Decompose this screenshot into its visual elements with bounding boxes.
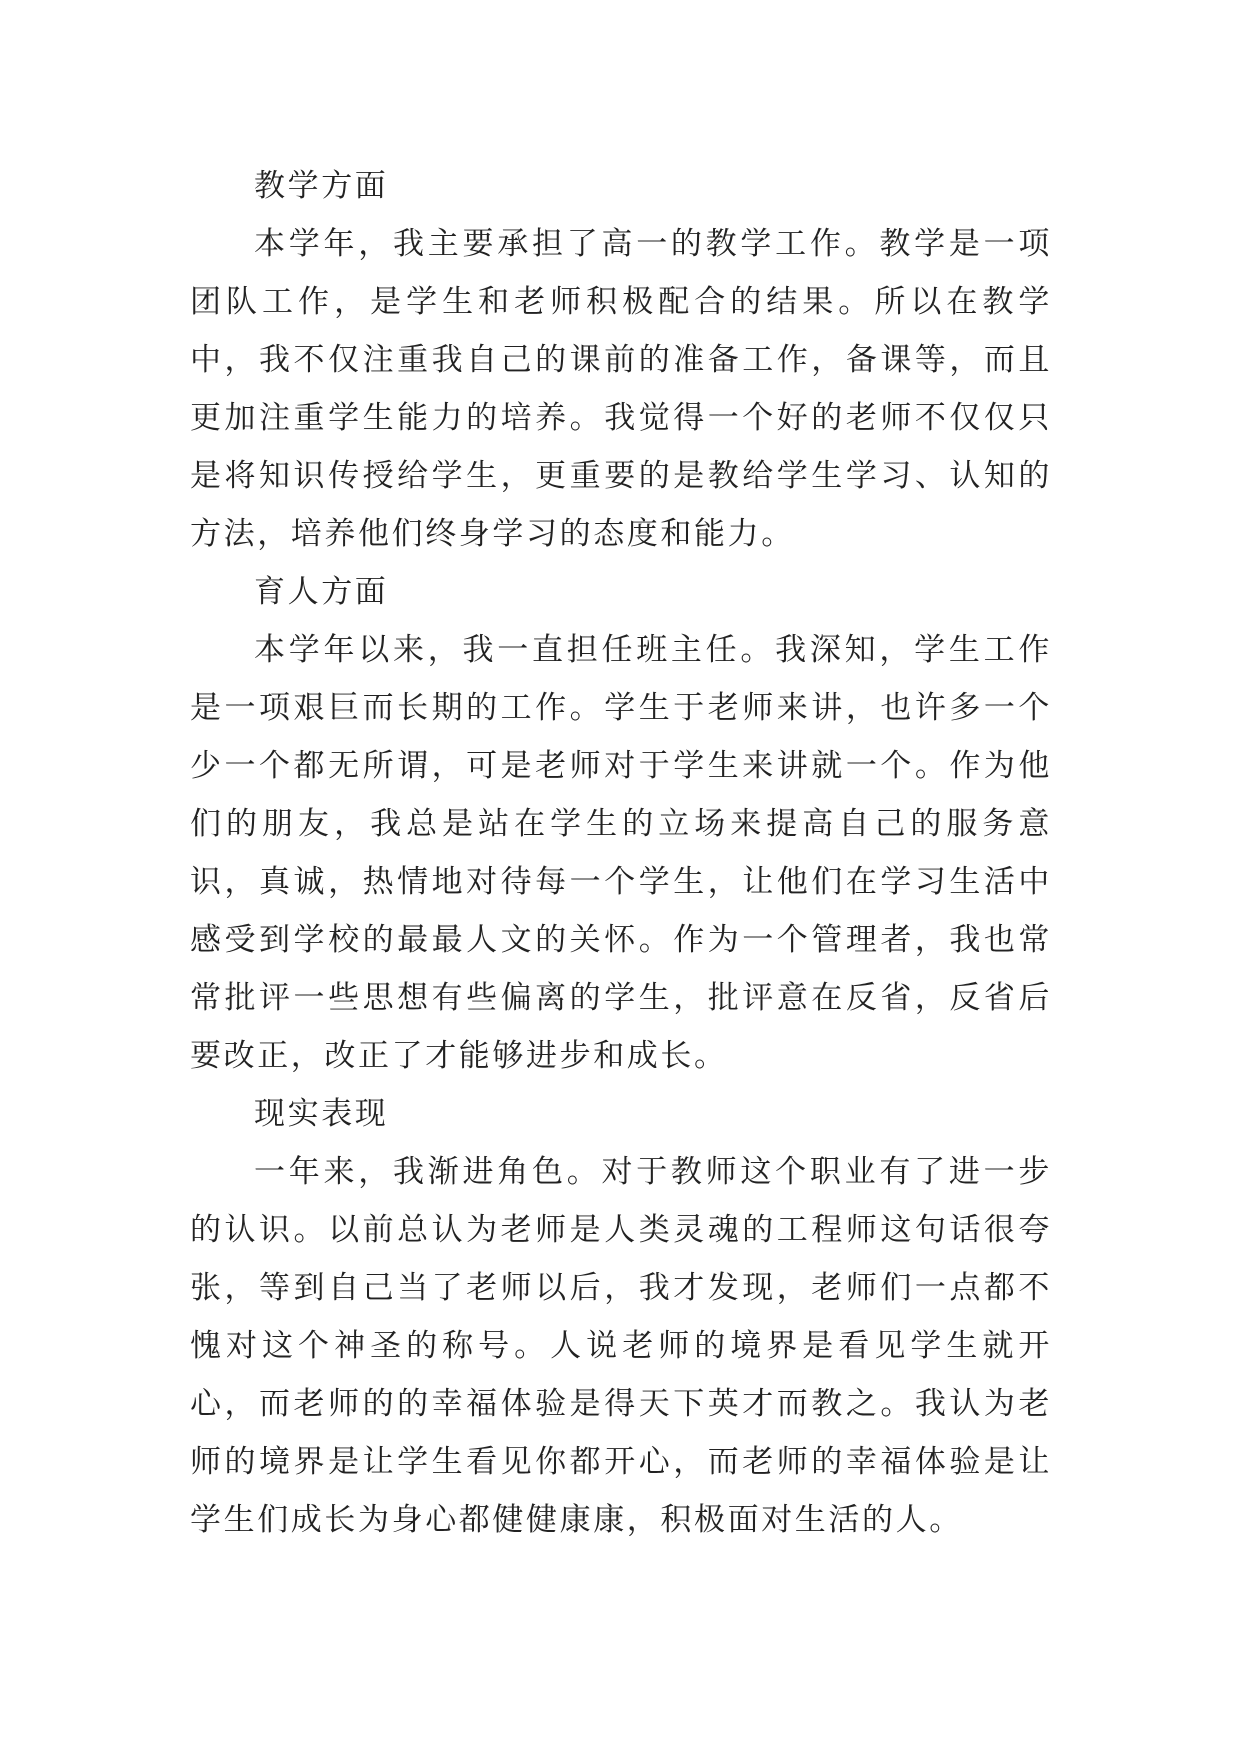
section-paragraph-teaching: 本学年，我主要承担了高一的教学工作。教学是一项团队工作，是学生和老师积极配合的结果。所以在教学中，我不仅注重我自己的课前的准备工作，备课等，而且更加注重学生能力的培养。我觉得一个好的老师不仅仅只是将知识传授给学生，更重要的是教给学生学习、认知的方法，培养他们终身学习的态度和能力。 (190, 226, 1052, 552)
section-paragraph-performance: 一年来，我渐进角色。对于教师这个职业有了进一步的认识。以前总认为老师是人类灵魂的工程师这句话很夸张，等到自己当了老师以后，我才发现，老师们一点都不愧对这个神圣的称号。人说老师的境界是看见学生就开心，而老师的的幸福体验是得天下英才而教之。我认为老师的境界是让学生看见你都开心，而老师的幸福体验是让学生们成长为身心都健健康康，积极面对生活的人。 (190, 1154, 1052, 1538)
document-body (190, 157, 1052, 1549)
section-heading-performance: 现实表现 (254, 1096, 389, 1132)
section-paragraph-education: 本学年以来，我一直担任班主任。我深知，学生工作是一项艰巨而长期的工作。学生于老师来讲，也许多一个少一个都无所谓，可是老师对于学生来讲就一个。作为他们的朋友，我总是站在学生的立场来提高自己的服务意识，真诚，热情地对待每一个学生，让他们在学习生活中感受到学校的最最人文的关怀。作为一个管理者，我也常常批评一些思想有些偏离的学生，批评意在反省，反省后要改正，改正了才能够进步和成长。 (190, 632, 1052, 1074)
section-heading-education: 育人方面 (254, 574, 389, 610)
section-heading-teaching: 教学方面 (254, 168, 389, 204)
